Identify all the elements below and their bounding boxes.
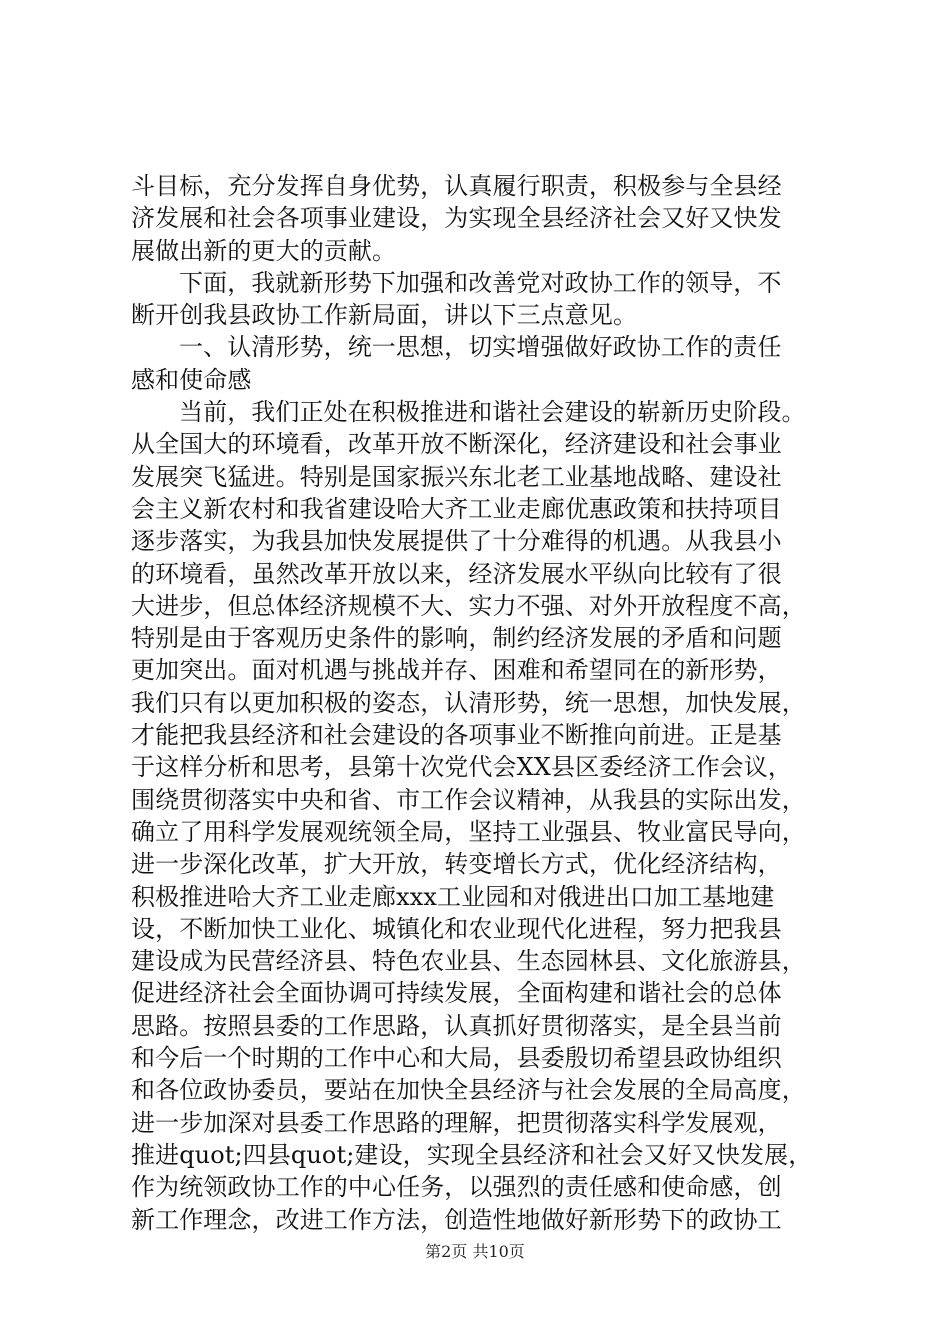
text-line: 围绕贯彻落实中央和省、市工作会议精神，从我县的实际出发， [131,785,806,814]
text-line: 下面，我就新形势下加强和改善党对政协工作的领导，不 [179,268,782,297]
text-line: 断开创我县政协工作新局面，讲以下三点意见。 [131,301,638,330]
text-line: 才能把我县经济和社会建设的各项事业不断推向前进。正是基 [131,721,782,750]
text-line: 促进经济社会全面协调可持续发展，全面构建和谐社会的总体 [131,979,782,1008]
text-line: 设，不断加快工业化、城镇化和农业现代化进程，努力把我县 [131,914,782,943]
text-line: 济发展和社会各项事业建设，为实现全县经济社会又好又快发 [131,204,782,233]
text-line: 斗目标，充分发挥自身优势，认真履行职责，积极参与全县经 [131,172,782,200]
text-line: 于这样分析和思考，县第十次党代会XX县区委经济工作会议， [131,753,792,782]
text-line: 新工作理念，改进工作方法，创造性地做好新形势下的政协工 [131,1205,782,1234]
text-line: 和今后一个时期的工作中心和大局，县委殷切希望县政协组织 [131,1044,782,1073]
text-line: 推进quot;四县quot;建设，实现全县经济和社会又好又快发展， [131,1140,813,1169]
text-line: 思路。按照县委的工作思路，认真抓好贯彻落实，是全县当前 [131,1011,782,1040]
text-line: 展做出新的更大的贡献。 [131,236,397,265]
section-heading: 一、认清形势，统一思想，切实增强做好政协工作的责任 [179,333,782,362]
text-line: 当前，我们正处在积极推进和谐社会建设的崭新历史阶段。 [179,398,806,427]
text-line: 从全国大的环境看，改革开放不断深化，经济建设和社会事业 [131,430,782,459]
text-line: 和各位政协委员，要站在加快全县经济与社会发展的全局高度， [131,1076,806,1105]
text-line: 会主义新农村和我省建设哈大齐工业走廊优惠政策和扶持项目 [131,494,782,523]
text-line: 作为统领政协工作的中心任务，以强烈的责任感和使命感，创 [131,1173,782,1202]
text-line: 特别是由于客观历史条件的影响，制约经济发展的矛盾和问题 [131,624,782,653]
text-line: 进一步深化改革，扩大开放，转变增长方式，优化经济结构， [131,850,782,879]
text-line: 更加突出。面对机遇与挑战并存、困难和希望同在的新形势， [131,656,782,685]
text-line: 确立了用科学发展观统领全局，坚持工业强县、牧业富民导向， [131,817,806,846]
page-number: 第2页 共10页 [425,1242,525,1261]
text-line: 大进步，但总体经济规模不大、实力不强、对外开放程度不高， [131,591,806,620]
section-heading: 感和使命感 [131,365,252,394]
text-line: 发展突飞猛进。特别是国家振兴东北老工业基地战略、建设社 [131,462,782,491]
text-line: 积极推进哈大齐工业走廊xxx工业园和对俄进出口加工基地建 [131,882,775,911]
text-line: 逐步落实，为我县加快发展提供了十分难得的机遇。从我县小 [131,527,782,556]
text-line: 建设成为民营经济县、特色农业县、生态园林县、文化旅游县， [131,947,806,976]
body-text [131,170,831,1236]
text-line: 我们只有以更加积极的姿态，认清形势，统一思想，加快发展， [131,688,806,717]
text-line: 的环境看，虽然改革开放以来，经济发展水平纵向比较有了很 [131,559,782,588]
text-line: 进一步加深对县委工作思路的理解，把贯彻落实科学发展观， [131,1108,782,1137]
